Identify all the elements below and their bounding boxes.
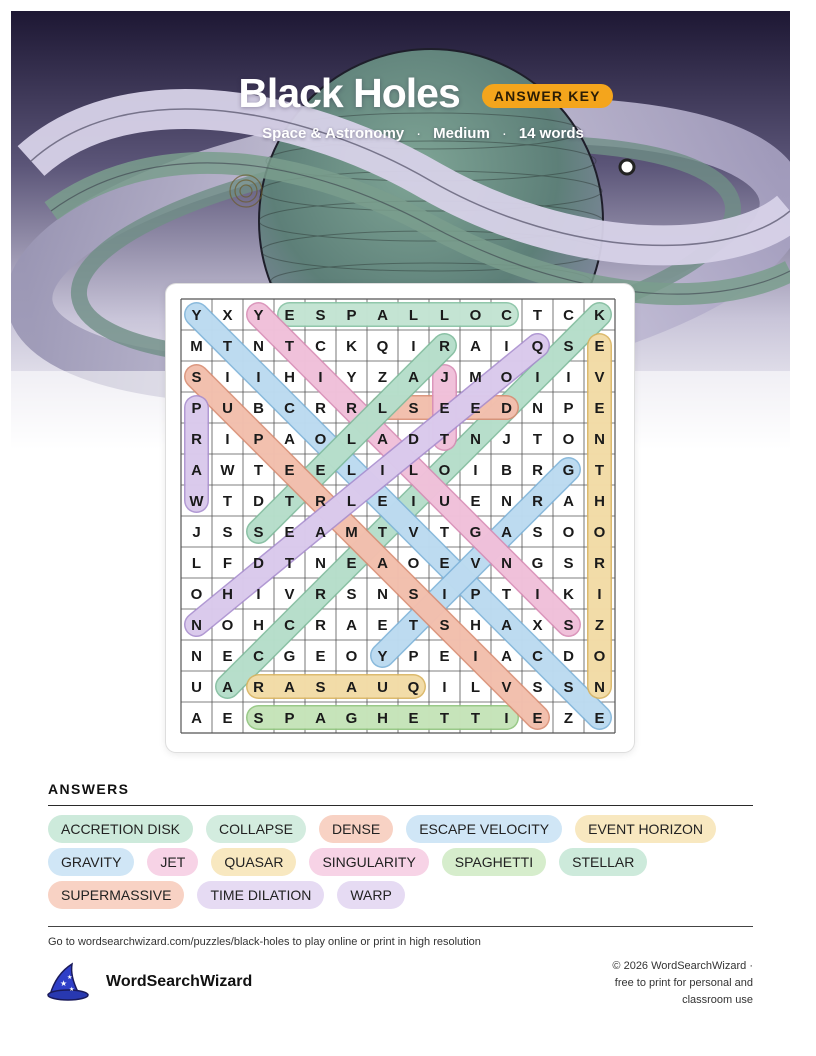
grid-letter: P [346,307,357,324]
grid-letter: N [191,617,202,634]
grid-letter: N [501,555,512,572]
separator: · [501,125,507,142]
grid-letter: R [253,679,264,696]
grid-letter: E [222,710,233,727]
grid-letter: Y [377,648,388,665]
grid-letter: A [501,617,512,634]
grid-letter: T [501,586,512,603]
grid-letter: V [594,369,605,386]
copyright-line: © 2026 WordSearchWizard · [612,960,753,972]
grid-letter: E [594,400,605,417]
answer-chip-time-dilation: TIME DILATION [197,881,324,909]
answers-heading: ANSWERS [48,781,130,797]
grid-letter: N [377,586,388,603]
grid-letter: K [563,586,574,603]
answer-chip-warp: WARP [337,881,404,909]
grid-letter: A [346,679,357,696]
grid-letter: I [442,586,447,603]
grid-letter: N [470,431,481,448]
grid-letter: V [408,524,419,541]
answer-chip-stellar: STELLAR [559,848,647,876]
grid-letter: Q [407,679,420,696]
grid-letter: A [284,679,295,696]
answer-chip-collapse: COLLAPSE [206,815,306,843]
grid-letter: Q [376,338,389,355]
grid-letter: B [253,400,264,417]
grid-letter: E [439,555,450,572]
grid-letter: W [220,462,235,479]
grid-letter: C [284,617,295,634]
grid-letter: G [562,462,575,479]
grid-letter: I [225,369,230,386]
grid-letter: H [594,493,605,510]
grid-letter: O [562,524,575,541]
grid-letter: I [256,369,261,386]
grid-letter: R [532,462,543,479]
brand-name: WordSearchWizard [106,973,253,990]
grid-letter: F [222,555,233,572]
answer-chip-accretion-disk: ACCRETION DISK [48,815,193,843]
grid-letter: I [225,431,230,448]
grid-letter: A [501,648,512,665]
grid-letter: A [191,710,202,727]
grid-letter: I [411,493,416,510]
grid-letter: N [594,431,605,448]
svg-text:★: ★ [67,975,73,981]
grid-letter: O [593,524,606,541]
grid-letter: G [531,555,544,572]
grid-letter: T [222,338,233,355]
grid-letter: O [469,307,482,324]
grid-letter: S [346,586,357,603]
grid-letter: N [191,648,202,665]
grid-letter: A [470,338,481,355]
grid-letter: B [501,462,512,479]
grid-letter: S [439,617,450,634]
grid-letter: C [501,307,512,324]
grid-letter: C [253,648,264,665]
grid-letter: G [283,648,296,665]
answer-key-badge: ANSWER KEY [482,84,613,108]
answer-chip-escape-velocity: ESCAPE VELOCITY [406,815,562,843]
grid-letter: S [532,524,543,541]
grid-letter: E [408,710,419,727]
answer-chip-gravity: GRAVITY [48,848,134,876]
grid-letter: C [532,648,543,665]
brand[interactable] [46,962,252,1002]
grid-letter: T [284,493,295,510]
grid-letter: E [532,710,543,727]
grid-letter: L [346,431,357,448]
grid-letter: T [594,462,605,479]
grid-letter: G [345,710,358,727]
grid-letter: P [408,648,419,665]
grid-letter: S [563,679,574,696]
grid-letter: S [563,555,574,572]
grid-letter: E [315,648,326,665]
separator: · [416,125,422,142]
grid-letter: X [532,617,543,634]
grid-letter: O [593,648,606,665]
grid-letter: P [563,400,574,417]
grid-letter: S [408,400,419,417]
grid-letter: T [377,524,388,541]
grid-letter: L [408,307,419,324]
grid-letter: J [502,431,511,448]
grid-letter: S [408,586,419,603]
grid-letter: K [346,338,357,355]
page-title: Black Holes [238,70,460,116]
grid-letter: M [469,369,482,386]
grid-letter: P [191,400,202,417]
grid-letter: S [315,307,326,324]
grid-letter: T [532,307,543,324]
grid-letter: L [408,462,419,479]
grid-letter: L [346,462,357,479]
grid-letter: E [439,400,450,417]
grid-letter: R [315,493,326,510]
grid-letter: J [192,524,201,541]
grid-letter: D [253,555,264,572]
grid-letter: H [377,710,388,727]
grid-letter: O [407,555,420,572]
grid-letter: E [594,338,605,355]
category-label: Space & Astronomy [262,125,405,142]
grid-letter: X [222,307,233,324]
grid-letter: S [253,524,264,541]
grid-letter: C [563,307,574,324]
grid-letter: O [345,648,358,665]
grid-letter: R [315,617,326,634]
grid-letter: S [191,369,202,386]
svg-text:★: ★ [69,987,75,993]
grid-letter: V [284,586,295,603]
grid-letter: E [284,307,295,324]
grid-letter: S [315,679,326,696]
grid-letter: P [284,710,295,727]
grid-letter: G [469,524,482,541]
grid-letter: A [408,369,419,386]
grid-letter: Z [594,617,605,634]
grid-letter: E [315,462,326,479]
grid-letter: O [500,369,513,386]
grid-letter: A [346,617,357,634]
grid-letter: D [253,493,264,510]
grid-letter: Q [531,338,544,355]
grid-letter: I [442,679,447,696]
copyright-line: classroom use [682,994,753,1006]
grid-letter: T [284,555,295,572]
grid-letter: D [563,648,574,665]
answer-chip-event-horizon: EVENT HORIZON [575,815,716,843]
grid-letter: R [439,338,450,355]
grid-letter: E [346,555,357,572]
grid-letter: L [470,679,481,696]
grid-letter: L [439,307,450,324]
grid-letter: S [222,524,233,541]
grid-letter: S [563,617,574,634]
grid-letter: Y [346,369,357,386]
grid-letter: E [377,617,388,634]
grid-letter: S [532,679,543,696]
grid-letter: Z [377,369,388,386]
grid-letter: M [345,524,358,541]
grid-letter: P [253,431,264,448]
title-block [0,70,816,142]
grid-letter: N [253,338,264,355]
grid-letter: T [222,493,233,510]
copyright-line: free to print for personal and [614,977,753,989]
grid-letter: L [191,555,202,572]
grid-letter: R [191,431,202,448]
grid-letter: D [501,400,512,417]
puzzle-card [166,284,634,752]
grid-letter: O [221,617,234,634]
grid-letter: I [380,462,385,479]
grid-letter: I [504,710,509,727]
grid-letter: A [315,710,326,727]
grid-letter: E [439,648,450,665]
grid-letter: A [501,524,512,541]
grid-letter: T [532,431,543,448]
grid-letter: A [377,307,388,324]
difficulty-label: Medium [433,125,490,142]
grid-letter: I [535,586,540,603]
copyright [583,958,753,1009]
grid-letter: Z [563,710,574,727]
answer-chip-dense: DENSE [319,815,393,843]
grid-letter: A [377,555,388,572]
grid-letter: S [563,338,574,355]
answers-list [48,815,768,909]
grid-letter: O [190,586,203,603]
grid-letter: U [439,493,450,510]
grid-letter: N [501,493,512,510]
grid-letter: E [470,493,481,510]
grid-letter: M [190,338,203,355]
grid-letter: P [470,586,481,603]
grid-letter: T [439,524,450,541]
grid-letter: R [346,400,357,417]
grid-letter: I [504,338,509,355]
grid-letter: V [470,555,481,572]
grid-letter: E [222,648,233,665]
grid-letter: O [438,462,451,479]
wizard-hat-icon [46,962,92,1002]
footer-note: Go to wordsearchwizard.com/puzzles/black-holes to play online or print in high resolution [48,936,481,948]
grid-letter: H [470,617,481,634]
grid-letter: E [284,462,295,479]
grid-letter: J [440,369,449,386]
divider [48,805,753,806]
grid-letter: T [284,338,295,355]
grid-letter: L [377,400,388,417]
grid-letter: A [191,462,202,479]
grid-letter: I [318,369,323,386]
grid-letter: H [253,617,264,634]
grid-letter: N [594,679,605,696]
answer-chip-jet: JET [147,848,198,876]
grid-letter: I [256,586,261,603]
grid-letter: I [473,462,478,479]
word-count-label: 14 words [518,125,584,142]
grid-letter: O [562,431,575,448]
grid-letter: R [594,555,605,572]
grid-letter: V [501,679,512,696]
word-search-grid [166,284,634,752]
grid-letter: E [470,400,481,417]
grid-letter: E [284,524,295,541]
grid-letter: S [253,710,264,727]
grid-letter: H [284,369,295,386]
answer-chip-supermassive: SUPERMASSIVE [48,881,184,909]
grid-letter: I [473,648,478,665]
grid-letter: I [566,369,571,386]
grid-letter: A [284,431,295,448]
grid-letter: O [314,431,327,448]
grid-letter: L [346,493,357,510]
puzzle-meta [30,125,816,142]
grid-letter: T [439,710,450,727]
grid-letter: K [594,307,605,324]
answer-chip-quasar: QUASAR [211,848,296,876]
grid-letter: U [222,400,233,417]
grid-letter: Y [191,307,202,324]
grid-letter: E [594,710,605,727]
grid-letter: D [408,431,419,448]
grid-letter: H [222,586,233,603]
grid-letter: U [377,679,388,696]
grid-letter: A [563,493,574,510]
answer-chip-spaghetti: SPAGHETTI [442,848,546,876]
grid-letter: T [439,431,450,448]
grid-letter: U [191,679,202,696]
grid-letter: N [315,555,326,572]
grid-letter: A [222,679,233,696]
grid-letter: E [377,493,388,510]
grid-letter: T [408,617,419,634]
grid-letter: T [470,710,481,727]
grid-letter: I [535,369,540,386]
grid-letter: R [315,586,326,603]
svg-text:★: ★ [60,979,68,988]
grid-letter: R [315,400,326,417]
grid-letter: C [315,338,326,355]
grid-letter: I [411,338,416,355]
grid-letter: C [284,400,295,417]
grid-letter: I [597,586,602,603]
grid-letter: A [315,524,326,541]
answer-chip-singularity: SINGULARITY [309,848,428,876]
grid-letter: W [189,493,204,510]
grid-letter: Y [253,307,264,324]
divider [48,926,753,927]
grid-letter: T [253,462,264,479]
grid-letter: A [377,431,388,448]
grid-letter: N [532,400,543,417]
grid-letter: R [532,493,543,510]
